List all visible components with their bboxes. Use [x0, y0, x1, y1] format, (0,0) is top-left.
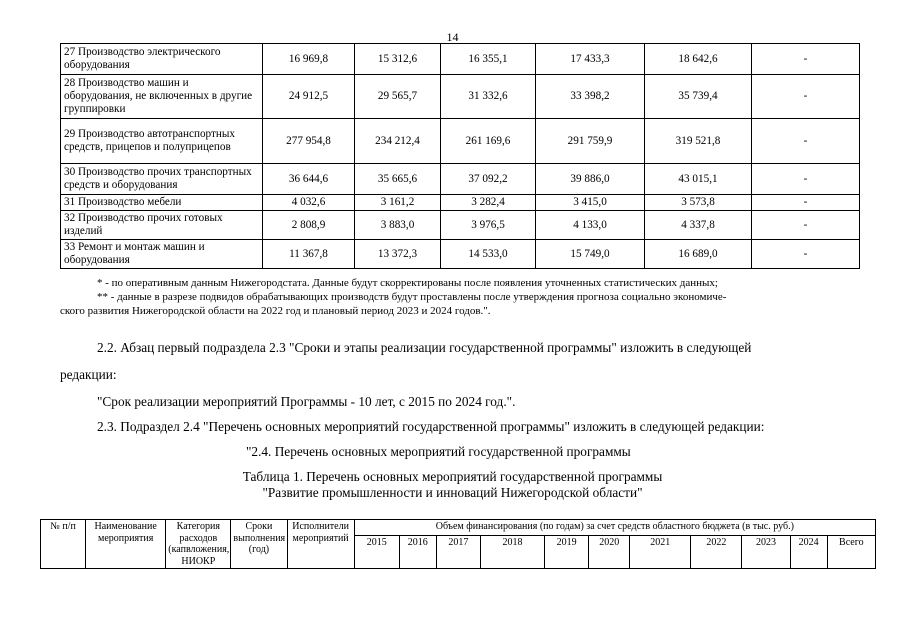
- row-value: 3 161,2: [355, 195, 441, 211]
- row-value: 43 015,1: [645, 164, 752, 195]
- row-value: 16 969,8: [263, 44, 355, 75]
- header-year: 2017: [436, 536, 480, 569]
- row-value: 3 976,5: [441, 211, 536, 240]
- row-value: 3 415,0: [536, 195, 645, 211]
- header-year: 2021: [630, 536, 691, 569]
- header-funding: Объем финансирования (по годам) за счет средств областного бюджета (в тыс. руб.): [354, 520, 875, 536]
- row-name: 31 Производство мебели: [61, 195, 263, 211]
- row-name: 30 Производство прочих транспортных средств и оборудования: [61, 164, 263, 195]
- row-name: 32 Производство прочих готовых изделий: [61, 211, 263, 240]
- row-value: 16 355,1: [441, 44, 536, 75]
- row-value: 15 749,0: [536, 240, 645, 269]
- row-value: -: [752, 211, 860, 240]
- header-year: 2019: [545, 536, 589, 569]
- row-value: 4 133,0: [536, 211, 645, 240]
- row-value: 16 689,0: [645, 240, 752, 269]
- header-no: № п/п: [41, 520, 86, 569]
- table-row: [61, 44, 860, 75]
- footnote-double-star-cont: ского развития Нижегородской области на 2022 год и плановый период 2023 и 2024 годов.".: [60, 305, 491, 317]
- row-value: 291 759,9: [536, 119, 645, 164]
- row-value: 36 644,6: [263, 164, 355, 195]
- table-row: [61, 195, 860, 211]
- row-value: 35 665,6: [355, 164, 441, 195]
- row-value: 33 398,2: [536, 75, 645, 119]
- row-value: 261 169,6: [441, 119, 536, 164]
- row-value: -: [752, 44, 860, 75]
- row-name: 29 Производство автотранспортных средств, прицепов и полуприцепов: [61, 119, 263, 164]
- table-caption: Таблица 1. Перечень основных мероприятий государственной программы: [242, 469, 663, 484]
- paragraph-2-2-cont: редакции:: [60, 367, 117, 382]
- row-value: 11 367,8: [263, 240, 355, 269]
- row-value: 17 433,3: [536, 44, 645, 75]
- header-year: 2020: [589, 536, 630, 569]
- row-value: 15 312,6: [355, 44, 441, 75]
- production-table: [60, 43, 860, 269]
- header-year: 2015: [354, 536, 399, 569]
- row-value: 3 883,0: [355, 211, 441, 240]
- row-value: 14 533,0: [441, 240, 536, 269]
- row-value: 3 282,4: [441, 195, 536, 211]
- header-year: 2022: [691, 536, 742, 569]
- measures-table: [40, 519, 876, 569]
- table-row: [61, 164, 860, 195]
- row-value: 18 642,6: [645, 44, 752, 75]
- row-name: 27 Производство электрического оборудования: [61, 44, 263, 75]
- header-total: Всего: [827, 536, 875, 569]
- row-value: 234 212,4: [355, 119, 441, 164]
- row-value: 319 521,8: [645, 119, 752, 164]
- row-value: 24 912,5: [263, 75, 355, 119]
- table-caption-subtitle: "Развитие промышленности и инноваций Нижегородской области": [262, 485, 643, 500]
- row-value: 4 337,8: [645, 211, 752, 240]
- table-row: [61, 119, 860, 164]
- row-value: -: [752, 195, 860, 211]
- row-value: -: [752, 240, 860, 269]
- row-value: 31 332,6: [441, 75, 536, 119]
- header-executors: Исполнители мероприятий: [287, 520, 354, 569]
- paragraph-term: "Срок реализации мероприятий Программы - 10 лет, с 2015 по 2024 год.".: [97, 394, 516, 409]
- row-value: -: [752, 119, 860, 164]
- header-expense-category: Категория расходов (капвложения, НИОКР: [166, 520, 231, 569]
- row-name: 28 Производство машин и оборудования, не включенных в другие группировки: [61, 75, 263, 119]
- row-value: -: [752, 75, 860, 119]
- row-value: 3 573,8: [645, 195, 752, 211]
- table-row: [61, 240, 860, 269]
- row-value: 39 886,0: [536, 164, 645, 195]
- header-year: 2023: [742, 536, 790, 569]
- row-value: 4 032,6: [263, 195, 355, 211]
- table-row: [61, 75, 860, 119]
- row-value: -: [752, 164, 860, 195]
- paragraph-2-3: 2.3. Подраздел 2.4 "Перечень основных мероприятий государственной программы" изложить в следующей редакции:: [97, 419, 765, 434]
- section-heading-2-4: "2.4. Перечень основных мероприятий государственной программы: [246, 444, 631, 459]
- header-year: 2018: [480, 536, 544, 569]
- row-value: 277 954,8: [263, 119, 355, 164]
- header-year: 2016: [399, 536, 436, 569]
- header-measure-name: Наименование мероприятия: [86, 520, 166, 569]
- row-value: 2 808,9: [263, 211, 355, 240]
- table-row: [61, 211, 860, 240]
- footnote-double-star: ** - данные в разрезе подвидов обрабатывающих производств будут проставлены после утверждения прогноза социально экономиче-: [97, 291, 727, 303]
- page-number: 14: [446, 30, 459, 44]
- row-value: 29 565,7: [355, 75, 441, 119]
- header-term: Сроки выполнения (год): [231, 520, 287, 569]
- header-year: 2024: [790, 536, 827, 569]
- row-name: 33 Ремонт и монтаж машин и оборудования: [61, 240, 263, 269]
- paragraph-2-2: 2.2. Абзац первый подраздела 2.3 "Сроки и этапы реализации государственной программы" изложить в следующей: [97, 340, 752, 355]
- footnote-star: * - по оперативным данным Нижегородстата. Данные будут скорректированы после появления уточненных статистических данных;: [97, 277, 718, 289]
- row-value: 13 372,3: [355, 240, 441, 269]
- row-value: 35 739,4: [645, 75, 752, 119]
- row-value: 37 092,2: [441, 164, 536, 195]
